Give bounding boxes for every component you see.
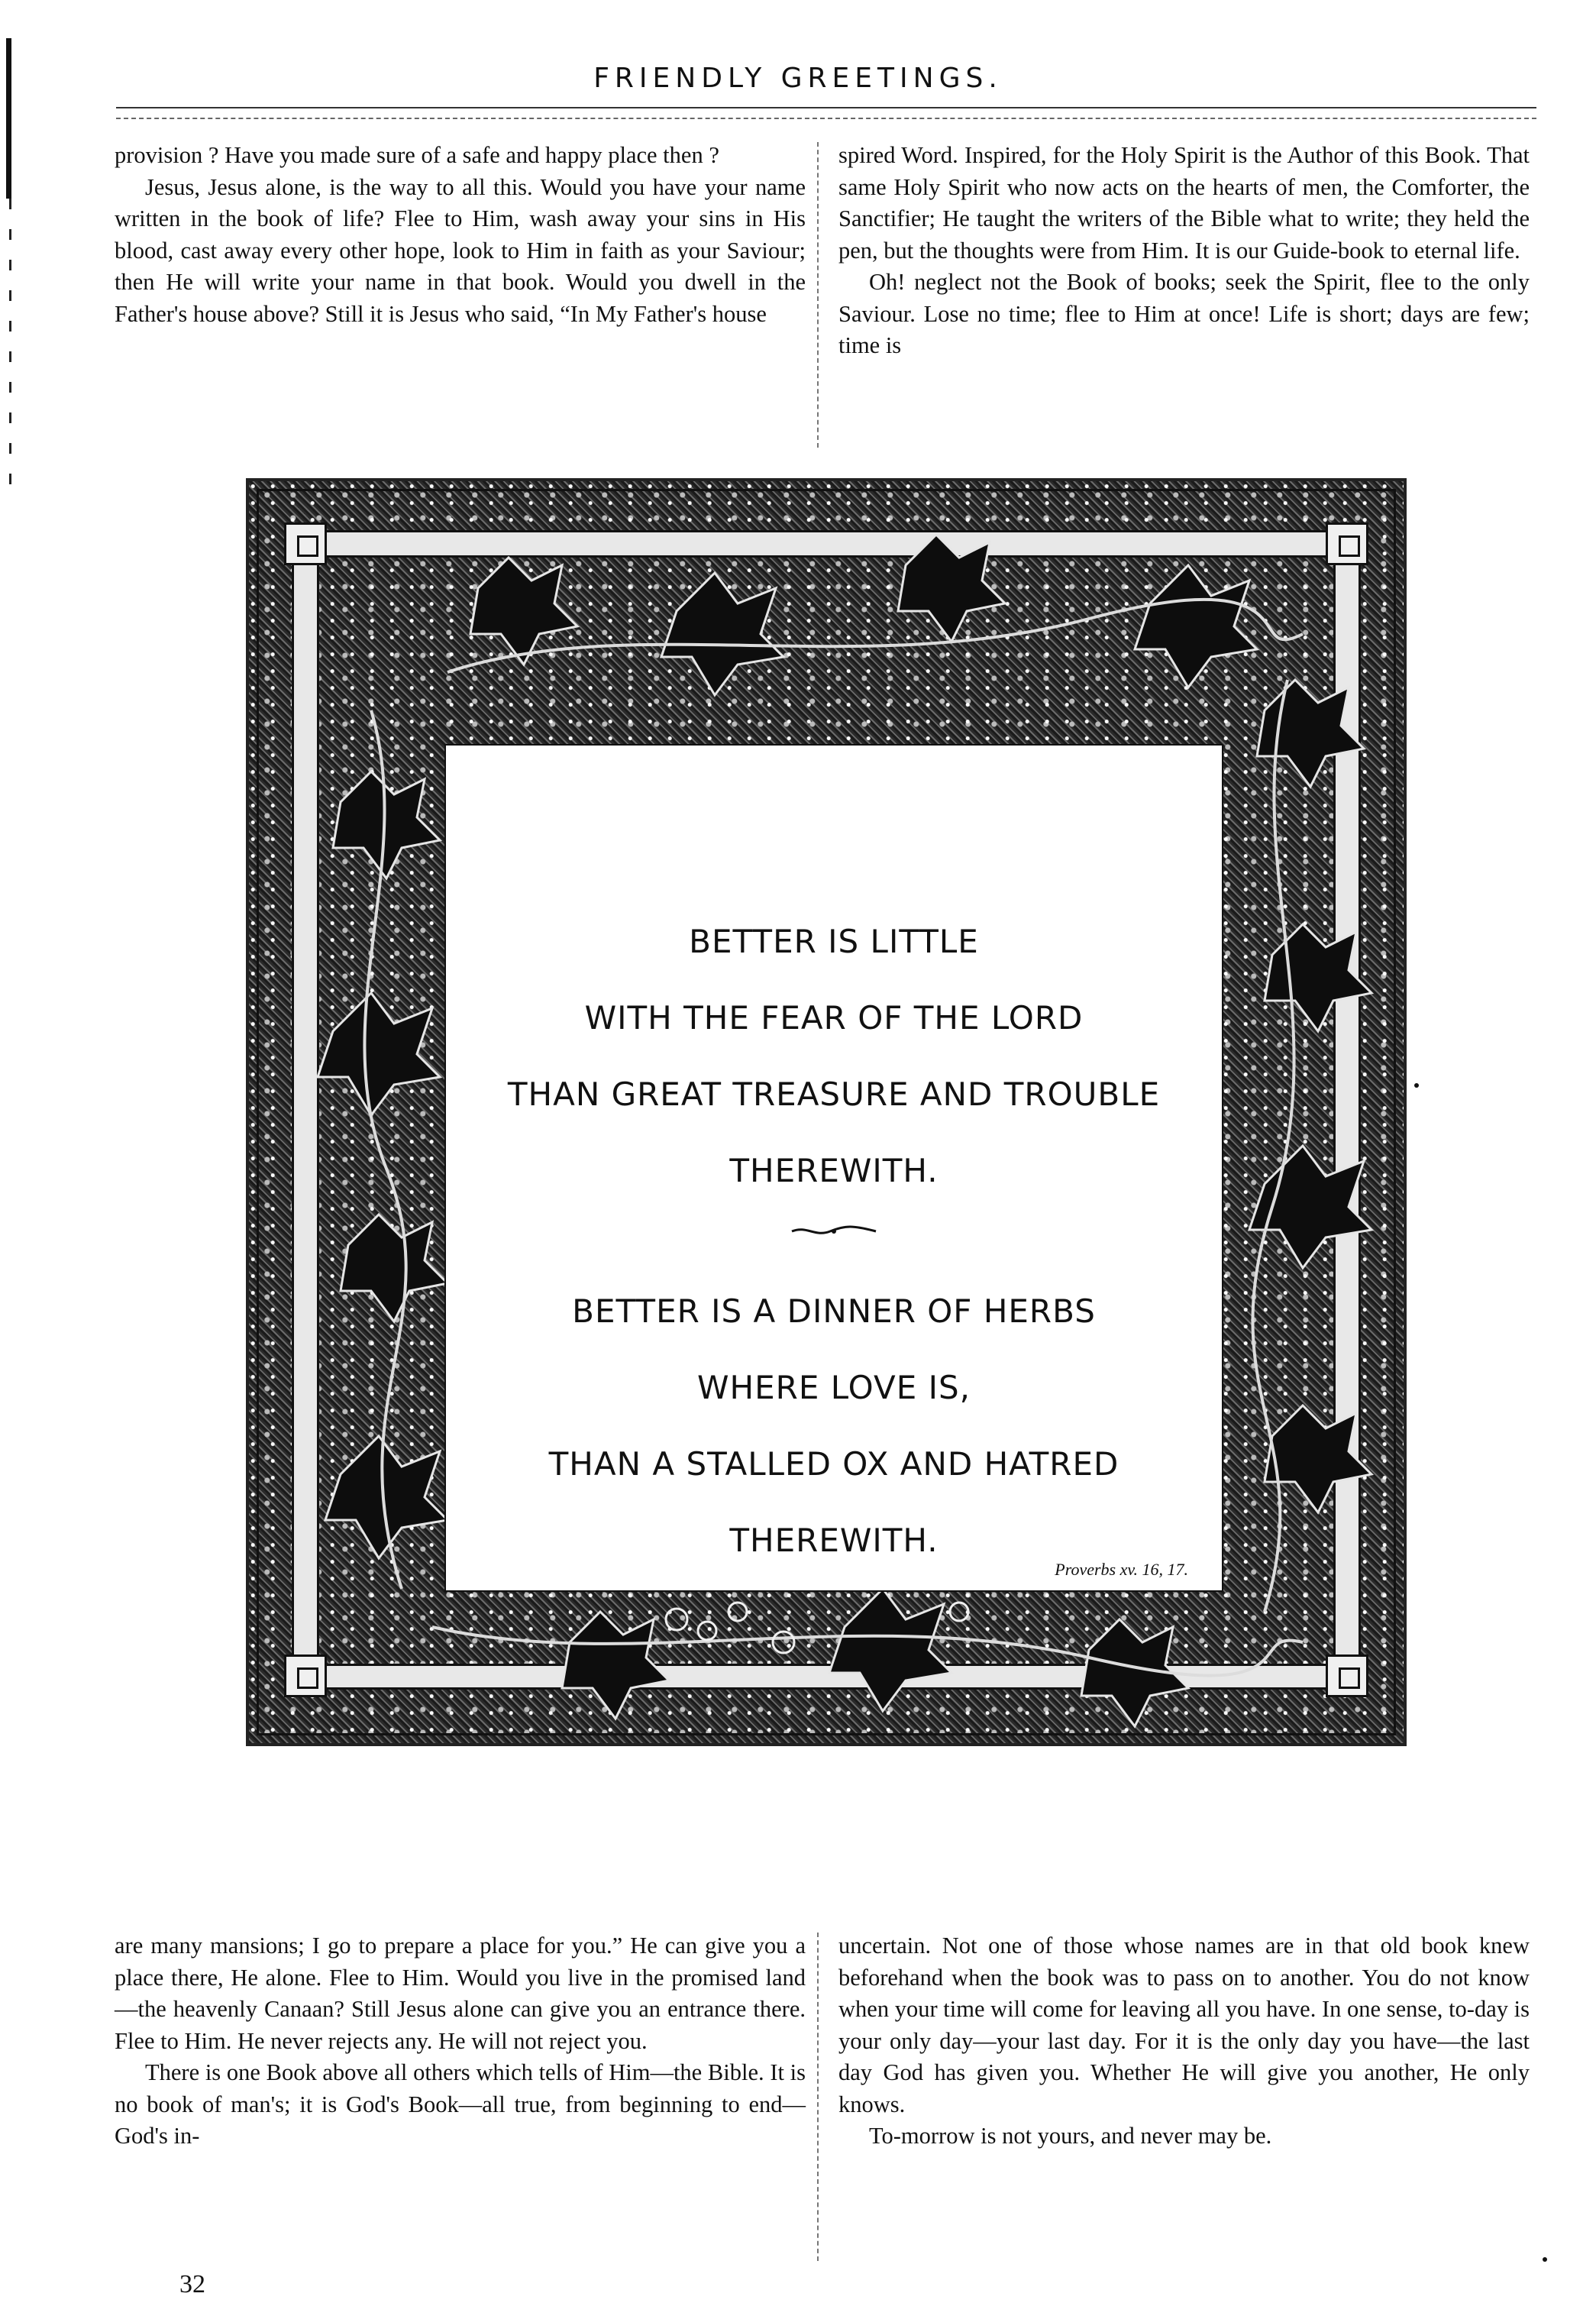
bottom-left-column <box>115 1930 806 2153</box>
page-number: 32 <box>179 2270 205 2298</box>
bottom-right-column <box>838 1930 1530 2153</box>
paragraph: There is one Book above all others which tells of Him—the Bible. It is no book of man's; it is God's Book—all true, from beginning to end—God's in- <box>115 2059 806 2149</box>
scripture-citation: Proverbs xv. 16, 17. <box>1055 1560 1188 1579</box>
paragraph: spired Word. Inspired, for the Holy Spirit is the Author of this Book. That same Holy Spirit who now acts on the hearts of men, the Comforter, the Sanctifier; He taught the writers of the Bible what to write; they held the pen, but the thoughts were from Him. It is our Guide-book to eternal life. <box>838 142 1530 264</box>
paragraph: uncertain. Not one of those whose names are in that old book knew beforehand when the book was to pass on to another. You do not know when your time will come for leaving all you have. In one sense, to-day is your only day—your last day. For it is the only day you have—the last day God has given you. Whether He will give you another, He only knows. <box>838 1933 1530 2117</box>
paragraph: are many mansions; I go to prepare a place for you.” He can give you a place there, He alone. Flee to Him. Would you live in the promised land—the heavenly Canaan? Still Jesus alone can give you an entrance there. Flee to Him. He never rejects any. He will not reject you. <box>115 1933 806 2054</box>
verse-line: THAN A STALLED OX AND HATRED <box>548 1445 1119 1483</box>
print-speck <box>1543 2257 1547 2262</box>
ivy-frame-illustration <box>246 478 1407 1746</box>
running-header-title: FRIENDLY GREETINGS. <box>593 63 1003 94</box>
paragraph: To-morrow is not yours, and never may be. <box>869 2123 1272 2149</box>
verse-line: THAN GREAT TREASURE AND TROUBLE <box>507 1075 1161 1113</box>
top-right-column <box>838 140 1530 362</box>
column-divider-top <box>817 142 819 448</box>
verse-line: THEREWITH. <box>729 1152 939 1189</box>
verse-text-panel <box>444 744 1223 1592</box>
verse-line: WHERE LOVE IS, <box>697 1369 971 1406</box>
print-speck <box>1414 1083 1419 1088</box>
binding-edge-dashes <box>9 199 11 489</box>
verse-line: BETTER IS A DINNER OF HERBS <box>572 1292 1096 1330</box>
paragraph: Jesus, Jesus alone, is the way to all this. Would you have your name written in the book of life? Flee to Him, wash away your sins in His blood, cast away every other hope, look to Him in faith as your Saviour; then He will write your name in that book. Would you dwell in the Father's house above? Still it is Jesus who said, “In My Father's house <box>115 173 806 327</box>
paragraph: provision ? Have you made sure of a safe and happy place then ? <box>115 142 719 168</box>
column-divider-bottom <box>817 1933 819 2261</box>
top-left-column <box>115 140 806 330</box>
paragraph: Oh! neglect not the Book of books; seek the Spirit, flee to the only Saviour. Lose no time; flee to Him at once! Life is short; days are few; time is <box>838 269 1530 358</box>
verse-line: WITH THE FEAR OF THE LORD <box>584 999 1084 1037</box>
verse-line: BETTER IS LITTLE <box>689 923 979 960</box>
verse-line: THEREWITH. <box>729 1522 939 1559</box>
ornament-divider-icon <box>446 1224 1222 1242</box>
header-rule <box>116 107 1536 119</box>
